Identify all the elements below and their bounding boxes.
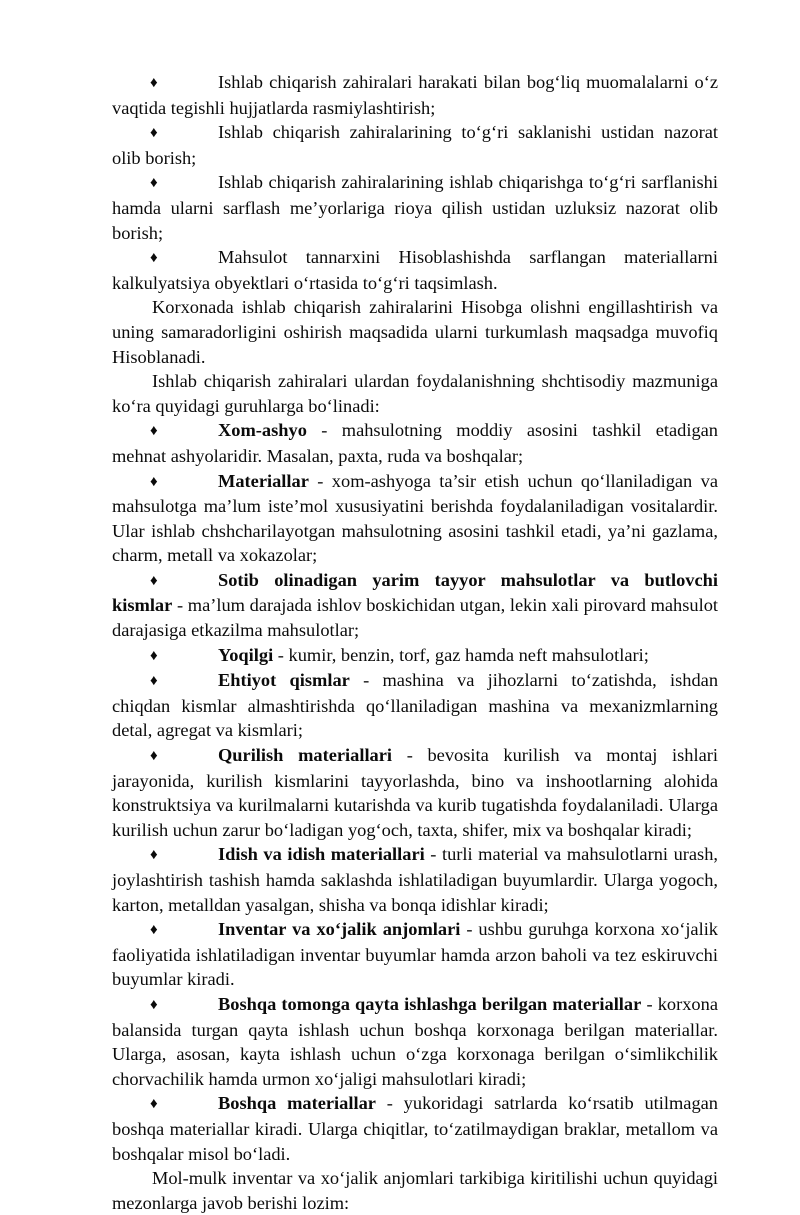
paragraph-text: - ma’lum darajada ishlov boskichidan utgan, lekin xali pirovard mahsulot darajasiga etkazilma mahsulotlar; xyxy=(112,595,718,641)
term-label: Inventar va xo‘jalik anjomlari xyxy=(218,919,461,940)
paragraph-text: - ushbu guruhga korxona xo‘jalik faoliyatida ishlatiladigan inventar buyumlar hamda arzon baholi va tez eskiruvchi buyumlar kiradi. xyxy=(112,919,719,990)
body-paragraph xyxy=(112,295,718,369)
diamond-bullet-icon: ♦ xyxy=(150,996,158,1013)
document-body xyxy=(112,70,718,1215)
paragraph-text: - mahsulotning moddiy asosini tashkil etadigan mehnat ashyolaridir. Masalan, paxta, ruda va boshqalar; xyxy=(112,420,718,466)
term-label: Yoqilgi xyxy=(218,644,274,665)
diamond-bullet-icon: ♦ xyxy=(150,847,158,864)
bullet-paragraph xyxy=(112,842,718,917)
paragraph-text: - yukoridagi satrlarda ko‘rsatib utilmagan boshqa materiallar kiradi. Ularga chiqitlar, to‘zatilmaydigan braklar, metallom va boshqalar misol bo‘ladi. xyxy=(112,1093,719,1164)
bullet-paragraph xyxy=(112,469,718,568)
bullet-paragraph xyxy=(112,1091,718,1166)
bullet-paragraph xyxy=(112,245,718,295)
term-label: Idish va idish materiallari xyxy=(218,844,425,865)
paragraph-text: - xom-ashyoga ta’sir etish uchun qo‘llaniladigan va mahsulotga ma’lum iste’mol xususiyatini berishda foydalaniladigan vositalardir. Ular ishlab chshcharilayotgan mahsulotning asosini tashkil etadi, ya’ni gazlama, charm, metall va xokazolar; xyxy=(112,470,718,566)
bullet-paragraph xyxy=(112,568,718,643)
diamond-bullet-icon: ♦ xyxy=(150,423,158,440)
paragraph-text: - korxona balansida turgan qayta ishlash uchun boshqa korxonaga berilgan materiallar. Ularga, asosan, kayta ishlash uchun o‘zga korxonaga berilgan o‘simlikchilik chorvachilik hamda urmon xo‘jaligi mahsulotlari kiradi; xyxy=(112,993,718,1089)
term-label: Xom-ashyo xyxy=(218,420,307,441)
diamond-bullet-icon: ♦ xyxy=(150,175,158,192)
diamond-bullet-icon: ♦ xyxy=(150,75,158,91)
paragraph-text: Korxonada ishlab chiqarish zahiralarini Hisobga olishni engillashtirish va uning samaradorligini oshirish maqsadida ularni turkumlash maqsadga muvofiq Hisoblanadi. xyxy=(112,297,718,367)
paragraph-text: Mahsulot tannarxini Hisoblashishda sarflangan materiallarni kalkulyatsiya obyektlari o‘rtasida to‘g‘ri taqsimlash. xyxy=(112,247,718,293)
term-label: Sotib olinadigan yarim tayyor mahsulotlar va butlovchi kismlar xyxy=(112,569,718,616)
bullet-paragraph xyxy=(112,70,718,120)
term-label: Qurilish materiallari xyxy=(218,745,393,766)
bullet-paragraph xyxy=(112,668,718,743)
bullet-paragraph xyxy=(112,992,718,1091)
diamond-bullet-icon: ♦ xyxy=(150,125,158,142)
diamond-bullet-icon: ♦ xyxy=(150,647,158,664)
paragraph-text: Ishlab chiqarish zahiralarining ishlab chiqarishga to‘g‘ri sarflanishi hamda ularni sarflash me’yorlariga rioya qilish ustidan uzluksiz nazorat olib borish; xyxy=(112,172,718,243)
bullet-paragraph xyxy=(112,120,718,170)
bullet-paragraph xyxy=(112,170,718,245)
paragraph-text: Ishlab chiqarish zahiralarining to‘g‘ri saklanishi ustidan nazorat olib borish; xyxy=(112,122,718,168)
bullet-paragraph xyxy=(112,917,718,992)
paragraph-text: - turli material va mahsulotlarni urash, joylashtirish tashish hamda saklashda ishlatiladigan buyumlardir. Ularga yogoch, karton, metalldan yasalgan, shisha va bonqa idishlar kiradi; xyxy=(112,844,718,915)
body-paragraph xyxy=(112,369,718,418)
paragraph-text: Ishlab chiqarish zahiralari harakati bilan bog‘liq muomalalarni o‘z vaqtida tegishli hujjatlarda rasmiylashtirish; xyxy=(112,72,718,118)
paragraph-text: - mashina va jihozlarni to‘zatishda, ishdan chiqdan kismlar almashtirishda qo‘llaniladigan mashina va mexanizmlarning detal, agregat va kismlari; xyxy=(112,670,719,741)
bullet-paragraph xyxy=(112,743,718,842)
paragraph-text: Mol-mulk inventar va xo‘jalik anjomlari tarkibiga kiritilishi uchun quyidagi mezonlarga javob berishi lozim: xyxy=(112,1168,718,1213)
term-label: Materiallar xyxy=(218,470,309,491)
diamond-bullet-icon: ♦ xyxy=(150,1096,158,1113)
paragraph-text: - bevosita kurilish va montaj ishlari jarayonida, kurilish kismlarini tayyorlashda, bino va inshootlarning alohida konstruktsiya va kurilmalarni kutarishda va kurib tugatishda foydalaniladi. Ularga kurilish uchun zarur bo‘ladigan yog‘och, taxta, shifer, mix va boshqalar kiradi; xyxy=(112,745,718,840)
paragraph-text: Ishlab chiqarish zahiralari ulardan foydalanishning shchtisodiy mazmuniga ko‘ra quyidagi guruhlarga bo‘linadi: xyxy=(112,371,718,416)
body-paragraph xyxy=(112,1166,718,1215)
term-label: Boshqa materiallar xyxy=(218,1093,376,1114)
paragraph-text: - kumir, benzin, torf, gaz hamda neft mahsulotlari; xyxy=(273,644,649,665)
term-label: Ehtiyot qismlar xyxy=(218,670,350,691)
diamond-bullet-icon: ♦ xyxy=(150,748,158,765)
term-label: Boshqa tomonga qayta ishlashga berilgan materiallar xyxy=(218,993,642,1014)
diamond-bullet-icon: ♦ xyxy=(150,673,158,690)
bullet-paragraph xyxy=(112,418,718,468)
bullet-paragraph xyxy=(112,643,718,669)
diamond-bullet-icon: ♦ xyxy=(150,922,158,939)
diamond-bullet-icon: ♦ xyxy=(150,473,158,490)
diamond-bullet-icon: ♦ xyxy=(150,572,158,589)
diamond-bullet-icon: ♦ xyxy=(150,250,158,267)
